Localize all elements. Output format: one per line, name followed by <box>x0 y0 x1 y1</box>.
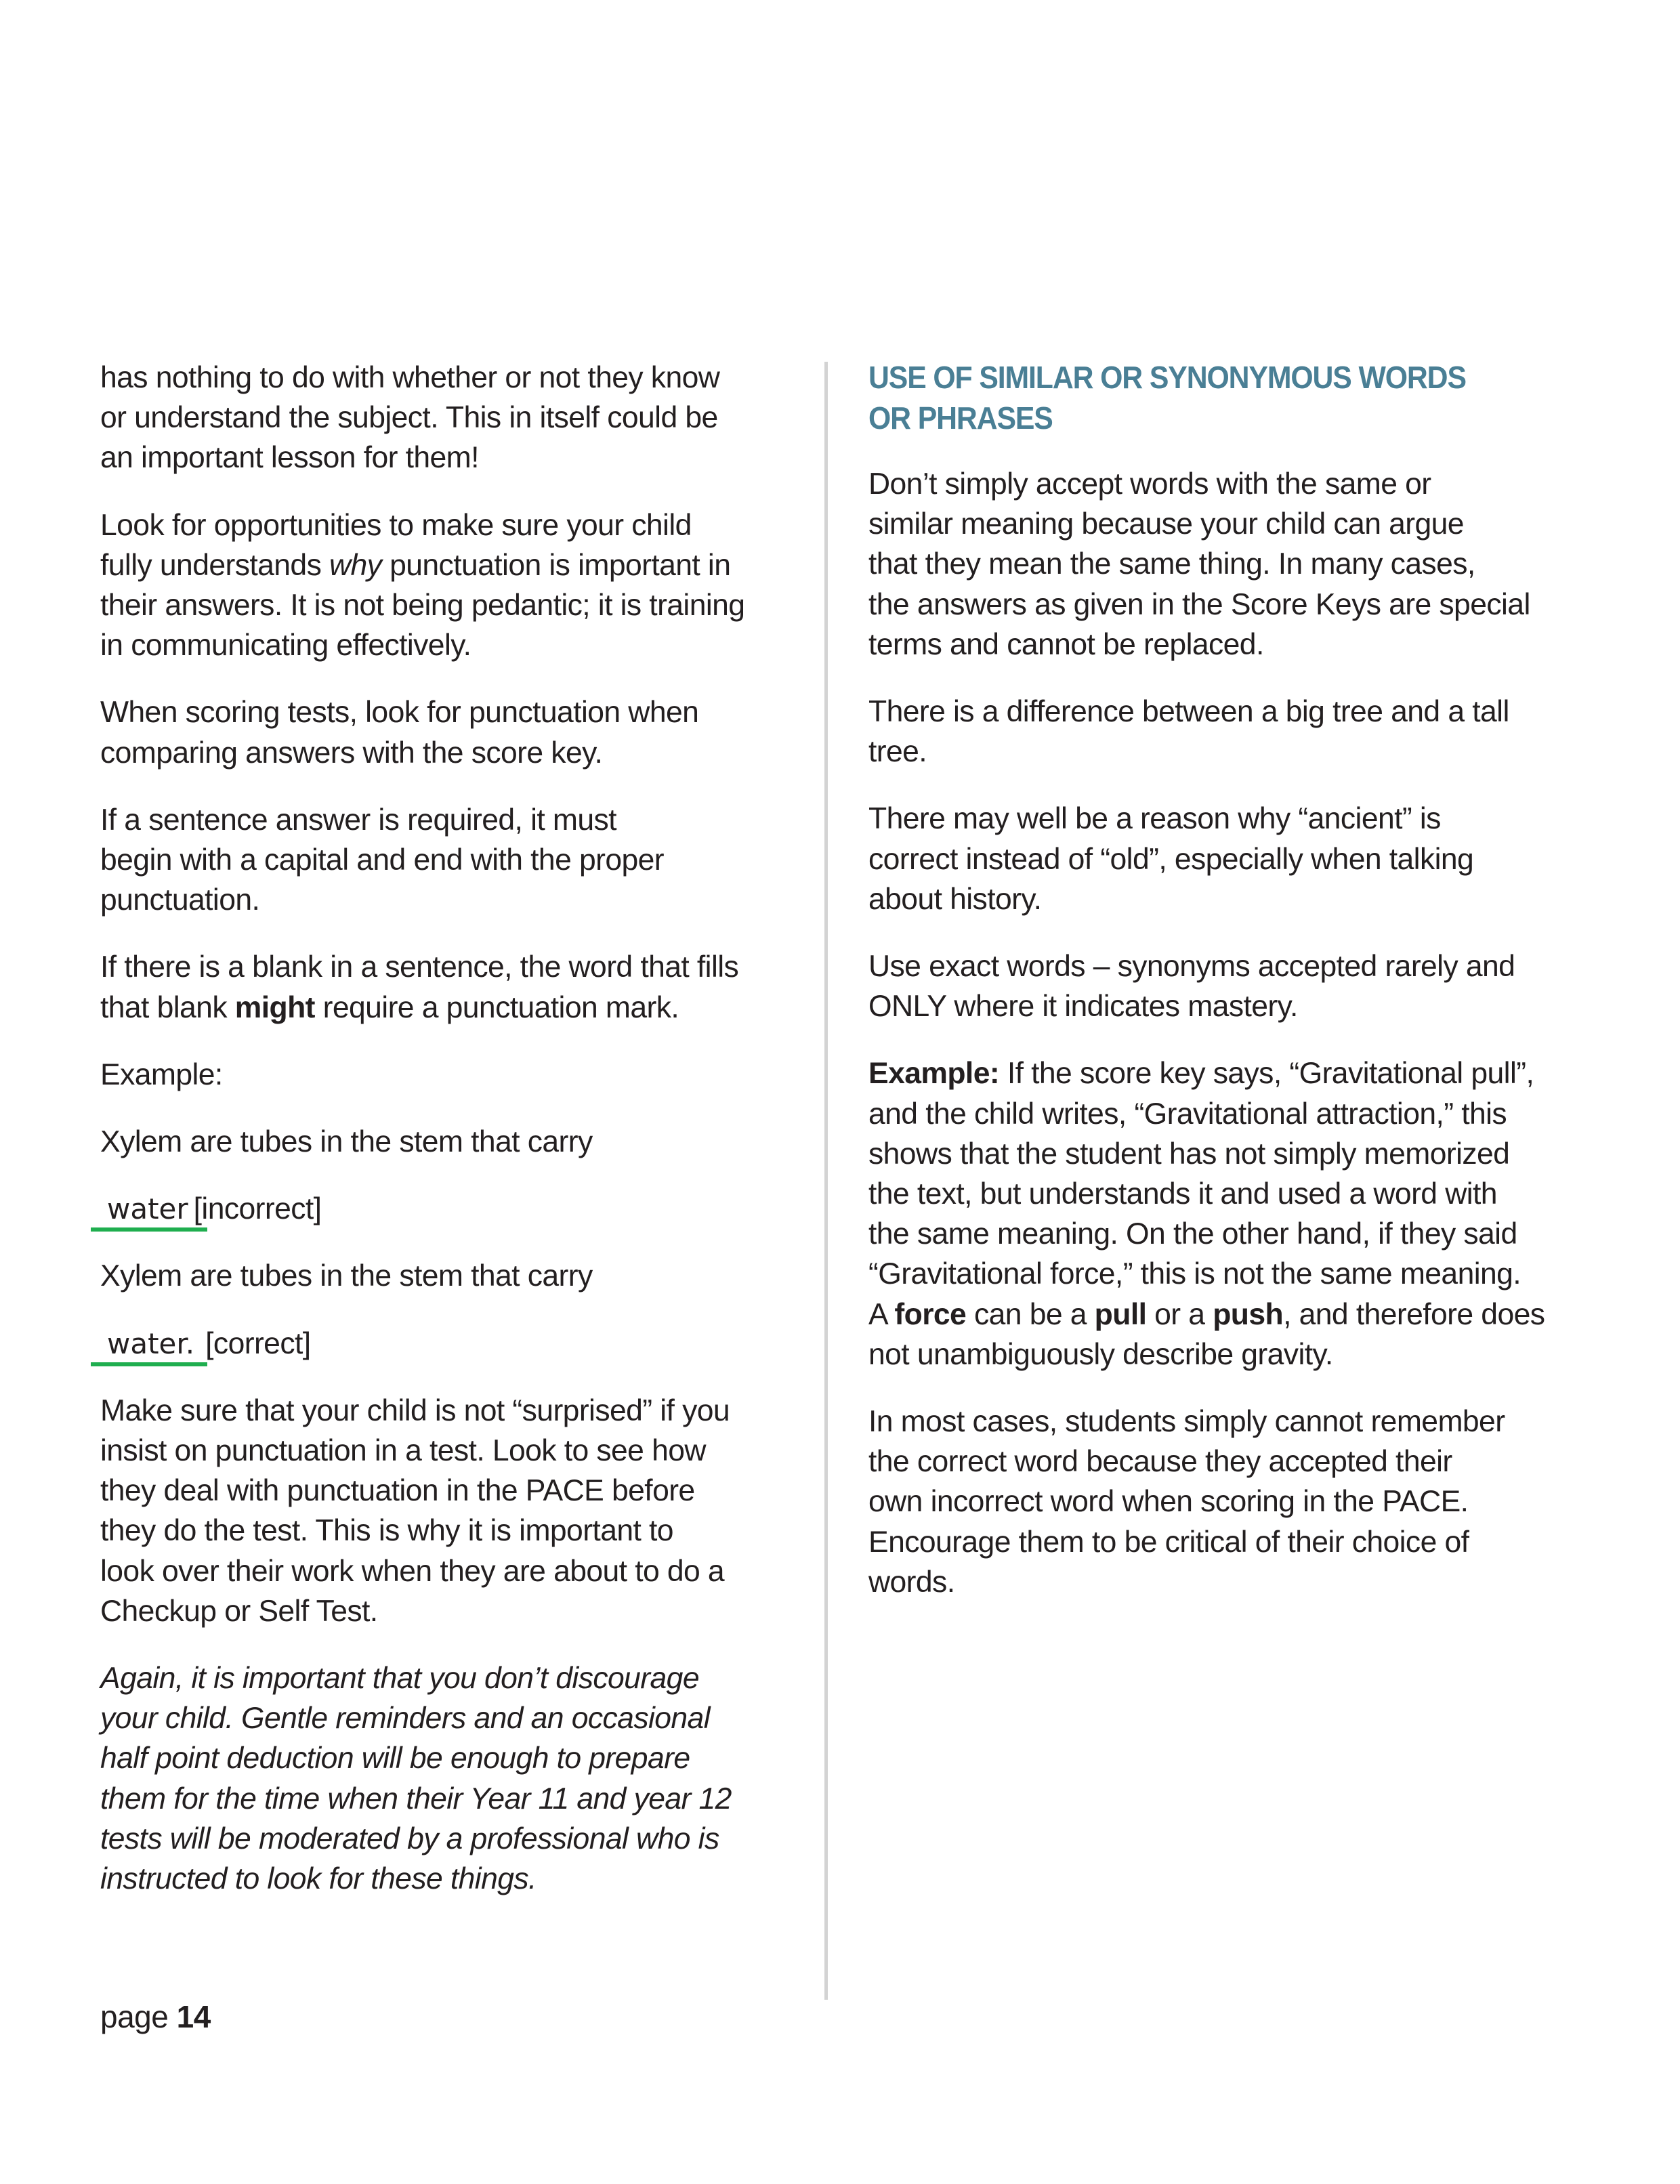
heading-line: USE OF SIMILAR OR SYNONYMOUS WORDS <box>868 360 1466 395</box>
handwritten-answer: water. <box>107 1326 195 1360</box>
text-line: ONLY where it indicates mastery. <box>868 990 1298 1024</box>
text-line: Xylem are tubes in the stem that carry <box>100 1259 593 1293</box>
text-line: Look for opportunities to make sure your child <box>100 508 692 542</box>
page-number <box>100 1998 211 2035</box>
paragraph-scoring-tests <box>100 692 805 772</box>
text-line: instructed to look for these things. <box>100 1862 537 1896</box>
text-segment: If the score key says, “Gravitational pull”, <box>999 1057 1534 1091</box>
text-segment: fully understands <box>100 548 329 582</box>
verdict-incorrect: [incorrect] <box>193 1192 322 1226</box>
example-label: Example: <box>868 1057 1000 1091</box>
text-line: and the child writes, “Gravitational attraction,” this <box>868 1097 1507 1131</box>
text-line <box>100 545 805 585</box>
text-line: There may well be a reason why “ancient” is <box>868 802 1441 836</box>
example-correct-sentence <box>100 1256 805 1296</box>
text-line: shows that the student has not simply memorized <box>868 1137 1510 1171</box>
text-line: correct instead of “old”, especially when talking <box>868 842 1474 876</box>
heading-line: OR PHRASES <box>868 400 1053 436</box>
text-line: If a sentence answer is required, it must <box>100 803 616 837</box>
emphasis-force: force <box>894 1297 967 1331</box>
text-line: comparing answers with the score key. <box>100 736 603 770</box>
text-line: the correct word because they accepted their <box>868 1445 1452 1479</box>
emphasis-why: why <box>329 548 382 582</box>
example-correct-answer <box>100 1324 805 1364</box>
text-line: Make sure that your child is not “surprised” if you <box>100 1393 730 1427</box>
text-segment: or a <box>1146 1297 1213 1331</box>
text-line: words. <box>868 1565 955 1599</box>
text-line: or understand the subject. This in itself could be <box>100 401 718 435</box>
text-segment: that blank <box>100 990 235 1024</box>
text-segment: can be a <box>966 1297 1095 1331</box>
text-line: own incorrect word when scoring in the PACE. <box>868 1485 1469 1519</box>
text-segment: A <box>868 1297 895 1331</box>
text-line: an important lesson for them! <box>100 441 479 475</box>
text-line: When scoring tests, look for punctuation when <box>100 696 699 730</box>
paragraph-most-cases <box>868 1402 1600 1602</box>
text-line: Encourage them to be critical of their choice of <box>868 1525 1469 1559</box>
text-line: that they mean the same thing. In many cases, <box>868 547 1475 581</box>
text-line: punctuation. <box>100 883 260 917</box>
text-line: In most cases, students simply cannot remember <box>868 1405 1505 1439</box>
text-segment: punctuation is important in <box>381 548 731 582</box>
text-line: If there is a blank in a sentence, the word that fills <box>100 950 739 984</box>
paragraph-blank-sentence <box>100 947 805 1027</box>
paragraph-dont-accept <box>868 464 1600 665</box>
right-column <box>868 358 1600 1629</box>
paragraph-ancient-old <box>868 799 1600 919</box>
answer-underline <box>91 1227 207 1232</box>
emphasis-pull: pull <box>1094 1297 1147 1331</box>
page-label: page <box>100 1999 169 2034</box>
text-line: about history. <box>868 882 1042 916</box>
example-label <box>100 1055 805 1095</box>
paragraph-italic-note <box>100 1658 805 1899</box>
example-incorrect-sentence <box>100 1122 805 1162</box>
text-line: “Gravitational force,” this is not the same meaning. <box>868 1257 1521 1291</box>
text-line: them for the time when their Year 11 and year 12 <box>100 1782 732 1815</box>
column-divider <box>824 362 828 2000</box>
answer-underline <box>91 1362 207 1366</box>
text-line: insist on punctuation in a test. Look to see how <box>100 1434 706 1468</box>
emphasis-might: might <box>234 990 315 1024</box>
text-line: Don’t simply accept words with the same or <box>868 467 1431 501</box>
paragraph-gravitational-example <box>868 1053 1600 1374</box>
text-line: There is a difference between a big tree and a tall <box>868 695 1509 729</box>
paragraph-intro-continuation <box>100 358 805 478</box>
text-line: the same meaning. On the other hand, if they said <box>868 1217 1517 1251</box>
text-line: half point deduction will be enough to prepare <box>100 1742 690 1776</box>
text-line <box>868 1053 1600 1093</box>
text-line <box>100 988 805 1028</box>
text-line: their answers. It is not being pedantic; it is training <box>100 589 745 623</box>
text-line: tests will be moderated by a professional who is <box>100 1822 719 1855</box>
text-line: terms and cannot be replaced. <box>868 627 1264 661</box>
paragraph-exact-words <box>868 946 1600 1026</box>
paragraph-surprised <box>100 1391 805 1631</box>
left-column <box>100 358 805 1926</box>
text-line: Again, it is important that you don’t discourage <box>100 1662 699 1696</box>
text-line: Use exact words – synonyms accepted rarely and <box>868 950 1515 984</box>
example-incorrect-answer <box>100 1189 805 1229</box>
emphasis-push: push <box>1213 1297 1284 1331</box>
page-number-value: 14 <box>176 1999 211 2034</box>
text-segment: , and therefore does <box>1283 1297 1545 1331</box>
text-line: the answers as given in the Score Keys are special <box>868 587 1530 621</box>
section-heading <box>868 358 1600 438</box>
text-line: Checkup or Self Test. <box>100 1594 378 1628</box>
text-line: Example: <box>100 1057 223 1091</box>
text-line: has nothing to do with whether or not they know <box>100 361 720 394</box>
paragraph-sentence-answer <box>100 800 805 921</box>
text-line: in communicating effectively. <box>100 629 471 663</box>
paragraph-big-tall-tree <box>868 692 1600 772</box>
text-segment: require a punctuation mark. <box>314 990 679 1024</box>
text-line: your child. Gentle reminders and an occasional <box>100 1702 710 1736</box>
paragraph-punctuation-importance <box>100 505 805 666</box>
verdict-correct: [correct] <box>205 1326 311 1360</box>
text-line: look over their work when they are about to do a <box>100 1554 725 1588</box>
text-line: they do the test. This is why it is important to <box>100 1514 673 1548</box>
text-line: not unambiguously describe gravity. <box>868 1337 1333 1371</box>
handwritten-answer: water <box>107 1192 188 1226</box>
text-line: Xylem are tubes in the stem that carry <box>100 1125 593 1159</box>
text-line <box>868 1295 1600 1335</box>
text-line: similar meaning because your child can argue <box>868 507 1464 541</box>
text-line: the text, but understands it and used a word with <box>868 1177 1497 1211</box>
text-line: tree. <box>868 735 927 769</box>
text-line: they deal with punctuation in the PACE before <box>100 1474 695 1508</box>
text-line: begin with a capital and end with the proper <box>100 843 665 877</box>
